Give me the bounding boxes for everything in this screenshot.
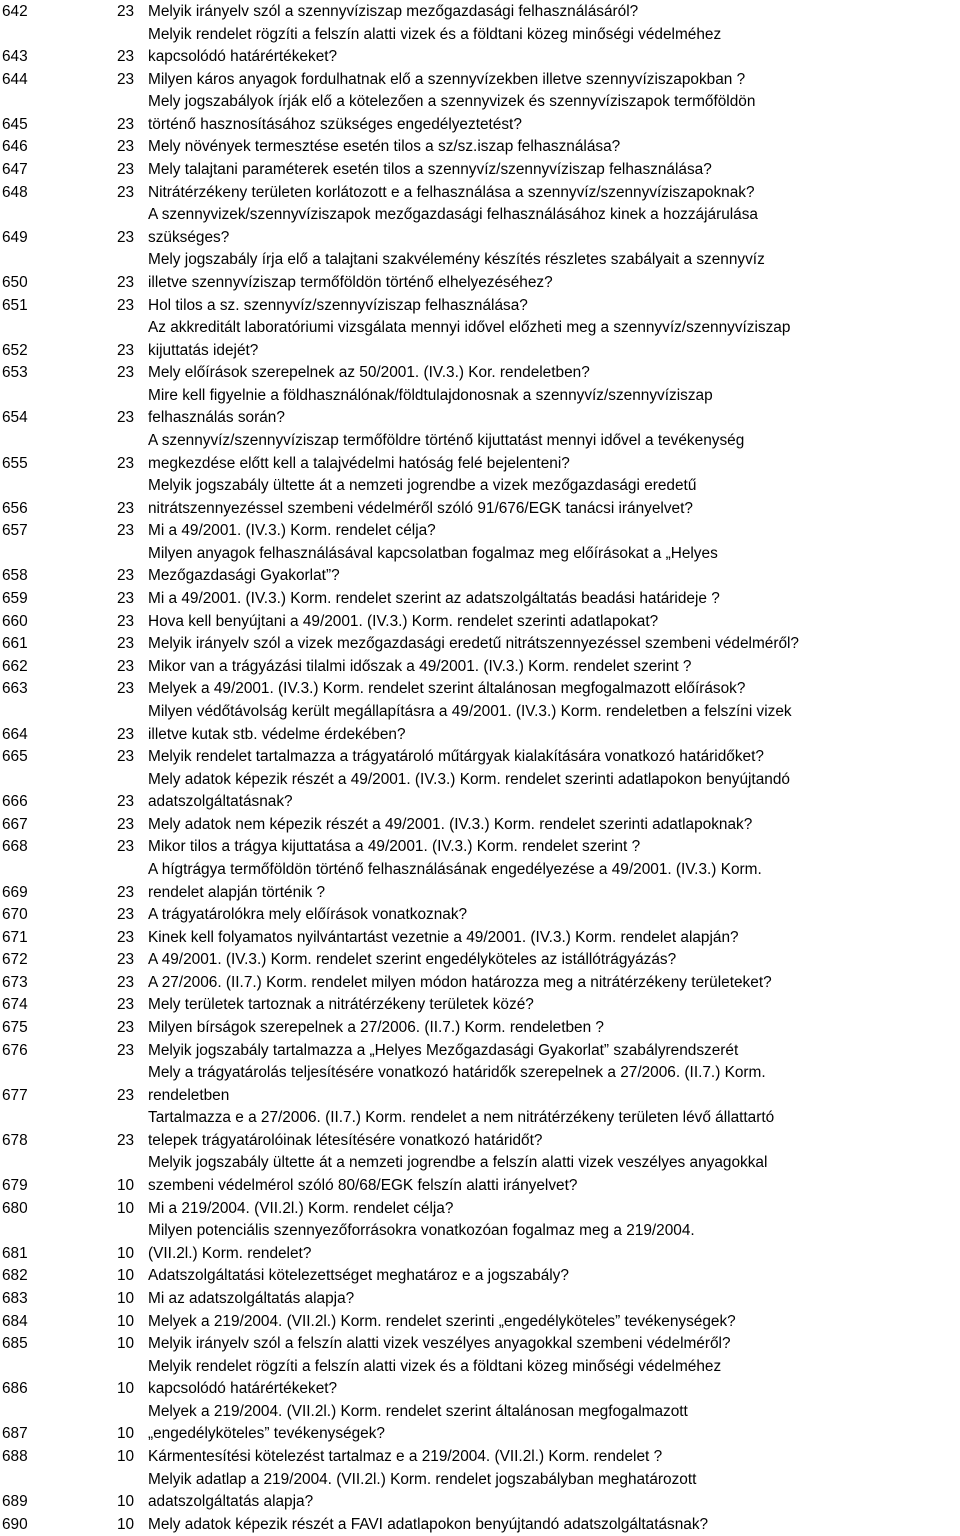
question-row <box>0 633 960 656</box>
category-code: 23 <box>117 115 135 133</box>
question-number: 648 <box>2 183 28 201</box>
question-row <box>0 91 960 136</box>
question-number: 670 <box>2 906 28 924</box>
question-text: Kinek kell folyamatos nyilvántartást vezetnie a 49/2001. (IV.3.) Korm. rendelet alapján? <box>148 928 739 946</box>
category-code: 23 <box>117 1131 135 1149</box>
category-code: 23 <box>117 1086 135 1104</box>
question-number: 686 <box>2 1380 28 1398</box>
question-text: Melyek a 219/2004. (VII.2l.) Korm. rendelet szerint általánosan megfogalmazott „engedélyköteles” tevékenységek? <box>148 1402 688 1443</box>
category-code: 23 <box>117 973 135 991</box>
question-text: Mi a 49/2001. (IV.3.) Korm. rendelet célja? <box>148 522 436 540</box>
question-row <box>0 1401 960 1446</box>
question-text: Hova kell benyújtani a 49/2001. (IV.3.) Korm. rendelet szerinti adatlapokat? <box>148 612 659 630</box>
question-row <box>0 1017 960 1040</box>
category-code: 23 <box>117 815 135 833</box>
question-text: A hígtrágya termőföldön történő felhasználásának engedélyezése a 49/2001. (IV.3.) Korm. rendelet alapján történik ? <box>148 860 762 901</box>
question-number: 645 <box>2 115 28 133</box>
question-number: 680 <box>2 1199 28 1217</box>
question-number: 682 <box>2 1267 28 1285</box>
question-row <box>0 430 960 475</box>
question-text: Melyik rendelet rögzíti a felszín alatti vizek és a földtani közeg minőségi védelméhez kapcsolódó határértékeket? <box>148 1357 722 1398</box>
question-text: Hol tilos a sz. szennyvíz/szennyvíziszap felhasználása? <box>148 296 528 314</box>
question-row <box>0 317 960 362</box>
category-code: 23 <box>117 522 135 540</box>
category-code: 23 <box>117 883 135 901</box>
question-text: Nitrátérzékeny területen korlátozott e a felhasználása a szennyvíz/szennyvíziszapoknak? <box>148 183 755 201</box>
question-number: 679 <box>2 1177 28 1195</box>
category-code: 10 <box>117 1312 135 1330</box>
question-number: 687 <box>2 1425 28 1443</box>
question-row <box>0 678 960 701</box>
category-code: 23 <box>117 183 135 201</box>
question-row <box>0 204 960 249</box>
category-code: 23 <box>117 70 135 88</box>
question-text: A trágyatárolókra mely előírások vonatkoznak? <box>148 906 468 924</box>
question-text: Melyik jogszabály ültette át a nemzeti jogrendbe a felszín alatti vizek veszélyes anyagokkal szembeni védelmérol szóló 80/68/EGK felszín alatti irányelvet? <box>148 1154 768 1195</box>
question-number: 688 <box>2 1448 28 1465</box>
question-number: 672 <box>2 951 28 969</box>
category-code: 23 <box>117 928 135 946</box>
category-code: 23 <box>117 657 135 675</box>
question-row <box>0 362 960 385</box>
question-text: Mely területek tartoznak a nitrátérzékeny területek közé? <box>148 996 534 1014</box>
question-row <box>0 182 960 205</box>
question-row <box>0 1469 960 1514</box>
question-number: 644 <box>2 70 28 88</box>
question-row <box>0 1 960 24</box>
question-text: Az akkreditált laboratóriumi vizsgálata mennyi idővel előzheti meg a szennyvíz/szennyvíziszap kijuttatás idejét? <box>148 319 791 359</box>
question-text: Melyik jogszabály ültette át a nemzeti jogrendbe a vizek mezőgazdasági eredetű nitrátszennyezéssel szembeni védelméről szóló 91/676/EGK tanácsi irányelvet? <box>148 477 697 517</box>
category-code: 10 <box>117 1289 135 1307</box>
category-code: 10 <box>117 1335 135 1353</box>
category-code: 23 <box>117 725 135 743</box>
question-row <box>0 904 960 927</box>
question-row <box>0 1152 960 1197</box>
question-row <box>0 949 960 972</box>
question-row <box>0 159 960 182</box>
category-code: 23 <box>117 1019 135 1037</box>
question-number: 683 <box>2 1289 28 1307</box>
question-text: Mely adatok nem képezik részét a 49/2001. (IV.3.) Korm. rendelet szerinti adatlapoknak? <box>148 815 753 833</box>
question-number: 647 <box>2 161 28 179</box>
category-code: 23 <box>117 748 135 766</box>
category-code: 10 <box>117 1199 135 1217</box>
question-number: 677 <box>2 1086 28 1104</box>
question-number: 661 <box>2 635 28 653</box>
question-text: Melyik jogszabály tartalmazza a „Helyes Mezőgazdasági Gyakorlat” szabályrendszerét <box>148 1041 739 1059</box>
question-row <box>0 1288 960 1311</box>
question-number: 681 <box>2 1244 28 1262</box>
category-code: 23 <box>117 161 135 179</box>
question-number: 666 <box>2 793 28 811</box>
category-code: 23 <box>117 48 135 66</box>
question-row <box>0 520 960 543</box>
question-row <box>0 1107 960 1152</box>
question-number: 669 <box>2 883 28 901</box>
question-row <box>0 385 960 430</box>
question-text: Adatszolgáltatási kötelezettséget meghatároz e a jogszabály? <box>148 1267 569 1285</box>
category-code: 10 <box>117 1380 135 1398</box>
question-number: 651 <box>2 296 28 314</box>
question-row <box>0 1265 960 1288</box>
question-number: 671 <box>2 928 28 946</box>
question-row <box>0 1514 960 1536</box>
question-row <box>0 249 960 294</box>
question-row <box>0 972 960 995</box>
question-text: Melyik irányelv szól a vizek mezőgazdasági eredetű nitrátszennyezéssel szembeni védelméről? <box>148 635 799 653</box>
question-text: Kármentesítési kötelezést tartalmaz e a 219/2004. (VII.2l.) Korm. rendelet ? <box>148 1448 663 1465</box>
question-number: 662 <box>2 657 28 675</box>
question-text: Melyik rendelet tartalmazza a trágyatároló műtárgyak kialakítására vonatkozó határidőket? <box>148 748 764 766</box>
category-code: 10 <box>117 1177 135 1195</box>
question-row <box>0 1062 960 1107</box>
category-code: 10 <box>117 1515 135 1533</box>
question-text: Melyik irányelv szól a felszín alatti vizek veszélyes anyagokkal szembeni védelméről? <box>148 1335 731 1353</box>
question-text: Melyik rendelet rögzíti a felszín alatti vizek és a földtani közeg minőségi védelméhez kapcsolódó határértékeket? <box>148 25 722 66</box>
question-number: 665 <box>2 748 28 766</box>
question-row <box>0 1040 960 1063</box>
question-number: 663 <box>2 680 28 698</box>
question-number: 684 <box>2 1312 28 1330</box>
question-number: 646 <box>2 138 28 156</box>
question-row <box>0 475 960 520</box>
category-code: 23 <box>117 454 135 472</box>
question-number: 643 <box>2 48 28 66</box>
question-number: 675 <box>2 1019 28 1037</box>
question-number: 678 <box>2 1131 28 1149</box>
question-text: Mely adatok képezik részét a FAVI adatlapokon benyújtandó adatszolgáltatásnak? <box>148 1515 709 1533</box>
question-text: Milyen védőtávolság került megállapításra a 49/2001. (IV.3.) Korm. rendeletben a felszíni vizek illetve kutak stb. védelme érdekében? <box>148 702 792 743</box>
question-row <box>0 588 960 611</box>
question-row <box>0 836 960 859</box>
question-text: Melyek a 219/2004. (VII.2l.) Korm. rendelet szerinti „engedélyköteles” tevékenységek? <box>148 1312 736 1330</box>
question-row <box>0 814 960 837</box>
question-row <box>0 656 960 679</box>
question-text: Mely jogszabály írja elő a talajtani szakvélemény készítés részletes szabályait a szennyvíz illetve szennyvíziszap termőföldön történő elhelyezéséhez? <box>148 251 765 291</box>
question-number: 660 <box>2 612 28 630</box>
question-text: Milyen káros anyagok fordulhatnak elő a szennyvízekben illetve szennyvíziszapokban ? <box>148 70 746 88</box>
question-number: 657 <box>2 522 28 540</box>
question-number: 685 <box>2 1335 28 1353</box>
question-text: Mely jogszabályok írják elő a kötelezően a szennyvizek és szennyvíziszapok termőföldön történő hasznosításához szükséges engedélyeztetést? <box>148 93 756 133</box>
question-text: A 27/2006. (II.7.) Korm. rendelet milyen módon határozza meg a nitrátérzékeny területeket? <box>148 973 772 991</box>
category-code: 23 <box>117 590 135 608</box>
question-text: Mely a trágyatárolás teljesítésére vonatkozó határidők szerepelnek a 27/2006. (II.7.) Korm. rendeletben <box>148 1064 766 1104</box>
question-number: 642 <box>2 3 28 20</box>
question-text: Tartalmazza e a 27/2006. (II.7.) Korm. rendelet a nem nitrátérzékeny területen lévő állattartó telepek trágyatárolóinak létesítésére vonatkozó határidőt? <box>148 1109 775 1149</box>
question-row <box>0 543 960 588</box>
question-text: Milyen bírságok szerepelnek a 27/2006. (II.7.) Korm. rendeletben ? <box>148 1019 604 1037</box>
question-text: A 49/2001. (IV.3.) Korm. rendelet szerint engedélyköteles az istállótrágyázás? <box>148 951 677 969</box>
question-number: 652 <box>2 341 28 359</box>
question-row <box>0 1311 960 1334</box>
question-text: Melyik adatlap a 219/2004. (VII.2l.) Korm. rendelet jogszabályban meghatározott adatszolgáltatás alapja? <box>148 1470 697 1511</box>
category-code: 23 <box>117 364 135 382</box>
question-text: Mely előírások szerepelnek az 50/2001. (IV.3.) Kor. rendeletben? <box>148 364 590 382</box>
question-row <box>0 1333 960 1356</box>
category-code: 23 <box>117 838 135 856</box>
question-row <box>0 769 960 814</box>
category-code: 23 <box>117 138 135 156</box>
question-number: 673 <box>2 973 28 991</box>
question-number: 649 <box>2 228 28 246</box>
question-text: Milyen anyagok felhasználásával kapcsolatban fogalmaz meg előírásokat a „Helyes Mezőgazdasági Gyakorlat”? <box>148 544 718 585</box>
category-code: 10 <box>117 1493 135 1511</box>
question-row <box>0 69 960 92</box>
category-code: 23 <box>117 3 135 20</box>
category-code: 10 <box>117 1425 135 1443</box>
question-number: 664 <box>2 725 28 743</box>
question-number: 690 <box>2 1515 28 1533</box>
question-text: Mely adatok képezik részét a 49/2001. (IV.3.) Korm. rendelet szerinti adatlapokon benyújtandó adatszolgáltatásnak? <box>148 770 790 811</box>
question-row <box>0 136 960 159</box>
question-number: 650 <box>2 273 28 291</box>
question-text: Mire kell figyelnie a földhasználónak/földtulajdonosnak a szennyvíz/szennyvíziszap felhasználás során? <box>148 386 713 427</box>
question-number: 676 <box>2 1041 28 1059</box>
question-row <box>0 927 960 950</box>
category-code: 23 <box>117 409 135 427</box>
question-row <box>0 24 960 69</box>
category-code: 23 <box>117 273 135 291</box>
category-code: 23 <box>117 499 135 517</box>
category-code: 23 <box>117 680 135 698</box>
category-code: 23 <box>117 793 135 811</box>
question-number: 655 <box>2 454 28 472</box>
category-code: 23 <box>117 228 135 246</box>
category-code: 10 <box>117 1244 135 1262</box>
question-text: Mikor van a trágyázási tilalmi időszak a 49/2001. (IV.3.) Korm. rendelet szerint ? <box>148 657 692 675</box>
question-row <box>0 611 960 634</box>
question-row <box>0 295 960 318</box>
question-text: A szennyvíz/szennyvíziszap termőföldre történő kijuttatást mennyi idővel a tevékenység megkezdése előtt kell a talajvédelmi hatóság felé bejelenteni? <box>148 431 745 472</box>
question-number: 656 <box>2 499 28 517</box>
question-row <box>0 1356 960 1401</box>
category-code: 23 <box>117 951 135 969</box>
question-text: Milyen potenciális szennyezőforrásokra vonatkozóan fogalmaz meg a 219/2004. (VII.2l.) Korm. rendelet? <box>148 1222 695 1262</box>
question-text: Mi a 49/2001. (IV.3.) Korm. rendelet szerint az adatszolgáltatás beadási határideje ? <box>148 590 720 608</box>
question-number: 667 <box>2 815 28 833</box>
question-row <box>0 1446 960 1469</box>
category-code: 23 <box>117 612 135 630</box>
question-number: 674 <box>2 996 28 1014</box>
question-text: Mi az adatszolgáltatás alapja? <box>148 1289 355 1307</box>
category-code: 23 <box>117 296 135 314</box>
question-text: A szennyvizek/szennyvíziszapok mezőgazdasági felhasználásához kinek a hozzájárulása szükséges? <box>148 206 758 246</box>
question-row <box>0 1198 960 1221</box>
question-number: 659 <box>2 590 28 608</box>
question-text: Melyek a 49/2001. (IV.3.) Korm. rendelet szerint általánosan megfogalmazott előírások? <box>148 680 746 698</box>
question-row <box>0 859 960 904</box>
question-number: 689 <box>2 1493 28 1511</box>
question-text: Mikor tilos a trágya kijuttatása a 49/2001. (IV.3.) Korm. rendelet szerint ? <box>148 838 641 856</box>
question-number: 668 <box>2 838 28 856</box>
question-number: 658 <box>2 567 28 585</box>
question-text: Mi a 219/2004. (VII.2l.) Korm. rendelet célja? <box>148 1199 454 1217</box>
category-code: 23 <box>117 635 135 653</box>
question-text: Mely talajtani paraméterek esetén tilos a szennyvíz/szennyvíziszap felhasználása? <box>148 161 712 179</box>
category-code: 23 <box>117 567 135 585</box>
category-code: 10 <box>117 1448 135 1465</box>
question-row <box>0 701 960 746</box>
category-code: 23 <box>117 1041 135 1059</box>
question-number: 653 <box>2 364 28 382</box>
category-code: 10 <box>117 1267 135 1285</box>
category-code: 23 <box>117 341 135 359</box>
question-row <box>0 994 960 1017</box>
question-text: Mely növények termesztése esetén tilos a sz/sz.iszap felhasználása? <box>148 138 621 156</box>
question-number: 654 <box>2 409 28 427</box>
question-text: Melyik irányelv szól a szennyvíziszap mezőgazdasági felhasználásáról? <box>148 3 639 20</box>
category-code: 23 <box>117 996 135 1014</box>
question-row <box>0 1220 960 1265</box>
question-row <box>0 746 960 769</box>
category-code: 23 <box>117 906 135 924</box>
